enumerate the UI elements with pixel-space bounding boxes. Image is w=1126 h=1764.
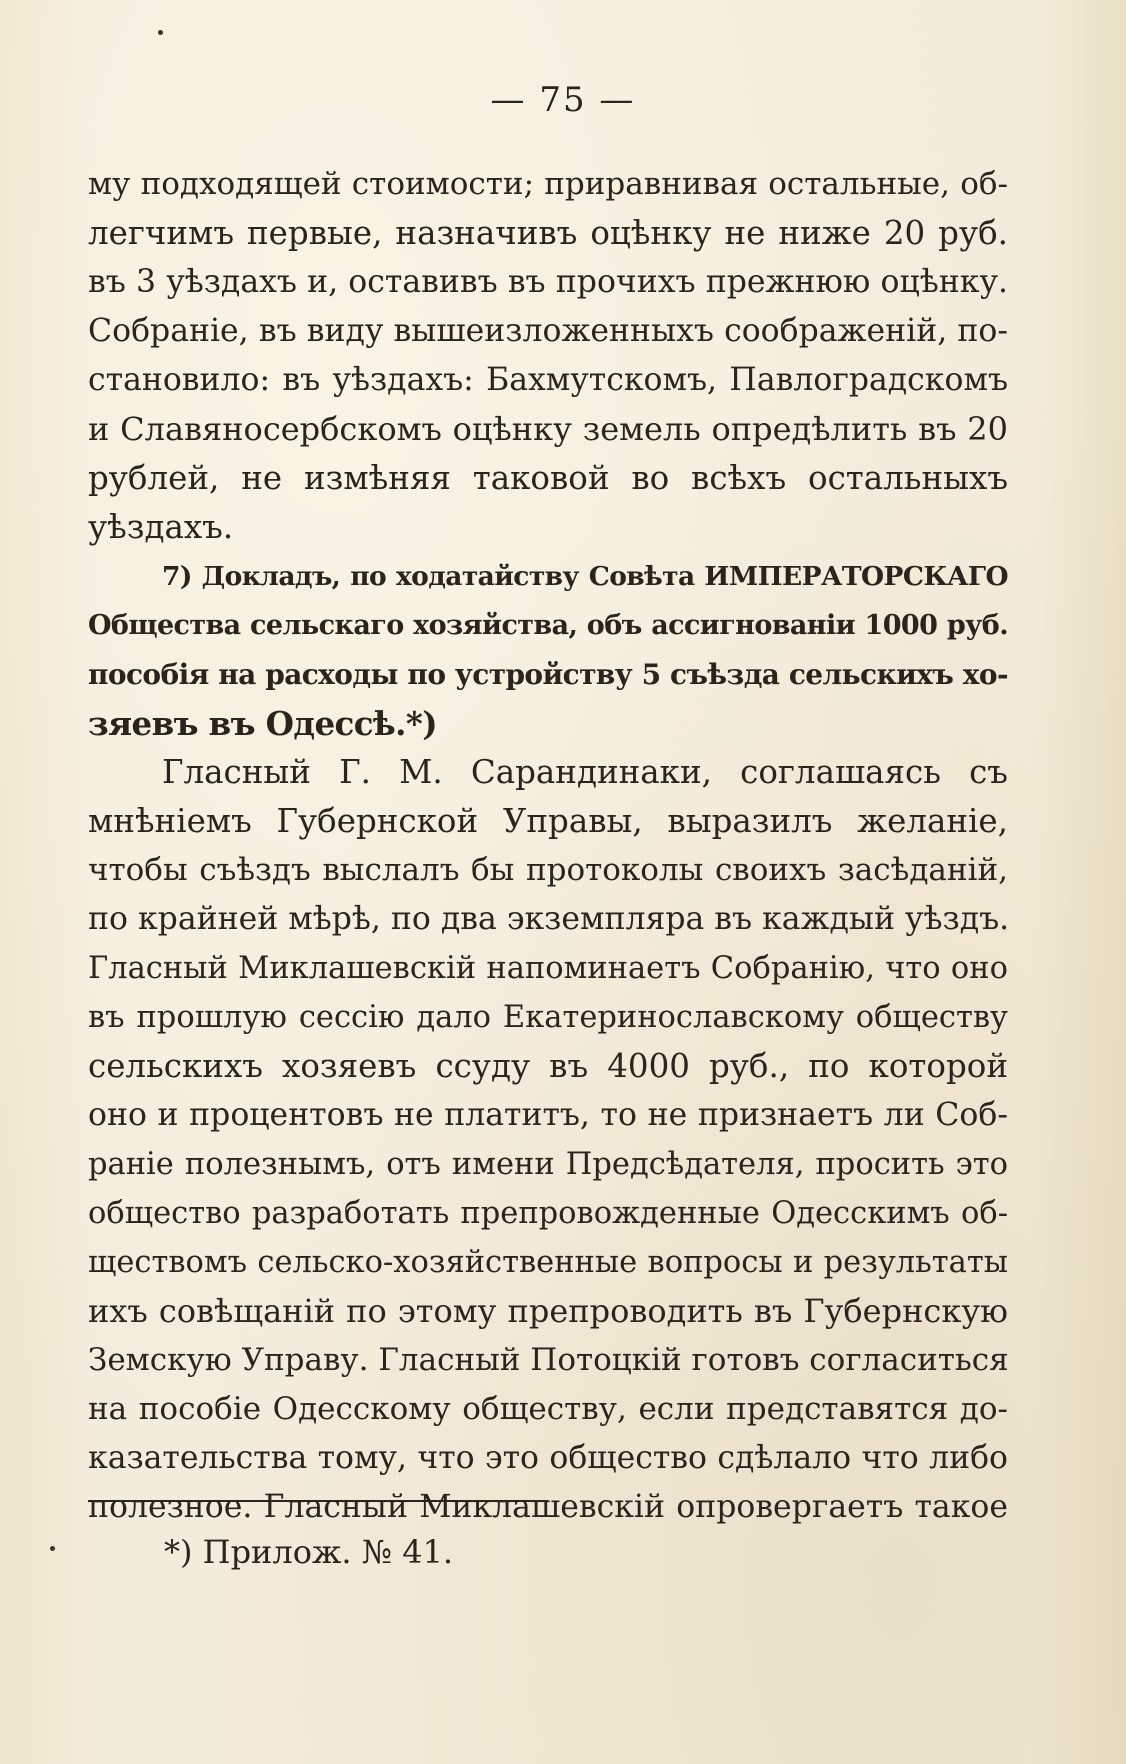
text-line: общество разработать препровожденные Одесскимъ об- xyxy=(88,1196,1008,1231)
body-text xyxy=(88,160,1008,1532)
text-line: и Славяносербскомъ оцѣнку земель опредѣлить въ 20 xyxy=(88,410,1008,448)
footnote: *) Прилож. № 41. xyxy=(164,1533,454,1571)
text-line: казательства тому, что это общество сдѣлало что либо xyxy=(88,1440,1008,1476)
text-line: Гласный Г. М. Сарандинаки, соглашаясь съ xyxy=(162,753,1008,791)
text-line: Собраніе, въ виду вышеизложенныхъ соображеній, по- xyxy=(88,313,1008,349)
text-line: сельскихъ хозяевъ ссуду въ 4000 руб., по которой xyxy=(88,1047,1008,1085)
text-line: уѣздахъ. xyxy=(88,508,234,546)
text-line: раніе полезнымъ, отъ имени Предсѣдателя, просить это xyxy=(88,1147,1008,1182)
ink-speck xyxy=(50,1546,55,1551)
text-line: ихъ совѣщаній по этому препроводить въ Губернскую xyxy=(88,1292,1008,1330)
text-line: оно и процентовъ не платитъ, то не признаетъ ли Соб- xyxy=(88,1097,1008,1133)
text-line: Гласный Миклашевскій напоминаетъ Собранію, что оно xyxy=(88,951,1008,986)
ink-speck xyxy=(158,30,163,35)
text-line: Земскую Управу. Гласный Потоцкій готовъ согласиться xyxy=(88,1342,1009,1378)
text-line: по крайней мѣрѣ, по два экземпляра въ каждый уѣздъ. xyxy=(88,901,1010,937)
text-line: рублей, не измѣняя таковой во всѣхъ остальныхъ xyxy=(88,459,1008,497)
text-line: пособія на расходы по устройству 5 съѣзда сельскихъ хо- xyxy=(88,658,1008,691)
text-line: ществомъ сельско-хозяйственные вопросы и результаты xyxy=(88,1245,1008,1280)
text-line: въ 3 уѣздахъ и, оставивъ въ прочихъ прежнюю оцѣнку. xyxy=(88,264,1008,300)
text-line: мнѣніемъ Губернской Управы, выразилъ желаніе, xyxy=(88,802,1008,840)
text-line: зяевъ въ Одессѣ.*) xyxy=(88,704,438,743)
text-line: чтобы съѣздъ выслалъ бы протоколы своихъ засѣданій, xyxy=(88,852,1008,888)
text-line: му подходящей стоимости; приравнивая остальные, об- xyxy=(88,166,1008,202)
text-line: легчимъ первые, назначивъ оцѣнку не ниже 20 руб. xyxy=(88,214,1008,252)
text-line: на пособіе Одесскому обществу, если представятся до- xyxy=(88,1391,1008,1427)
page-number: — 75 — xyxy=(490,80,636,120)
text-line: Общества сельскаго хозяйства, объ ассигнованіи 1000 руб. xyxy=(88,610,1008,641)
text-line: становило: въ уѣздахъ: Бахмутскомъ, Павлоградскомъ xyxy=(88,362,1008,398)
text-line: 7) Докладъ, по ходатайству Совѣта ИМПЕРАТОРСКАГО xyxy=(162,561,1008,592)
footnote-rule xyxy=(88,1500,548,1502)
text-line: полезное. Гласный Миклашевскій опровергаетъ такое xyxy=(88,1489,1008,1525)
text-line: въ прошлую сессію дало Екатеринославскому обществу xyxy=(88,1000,1008,1035)
